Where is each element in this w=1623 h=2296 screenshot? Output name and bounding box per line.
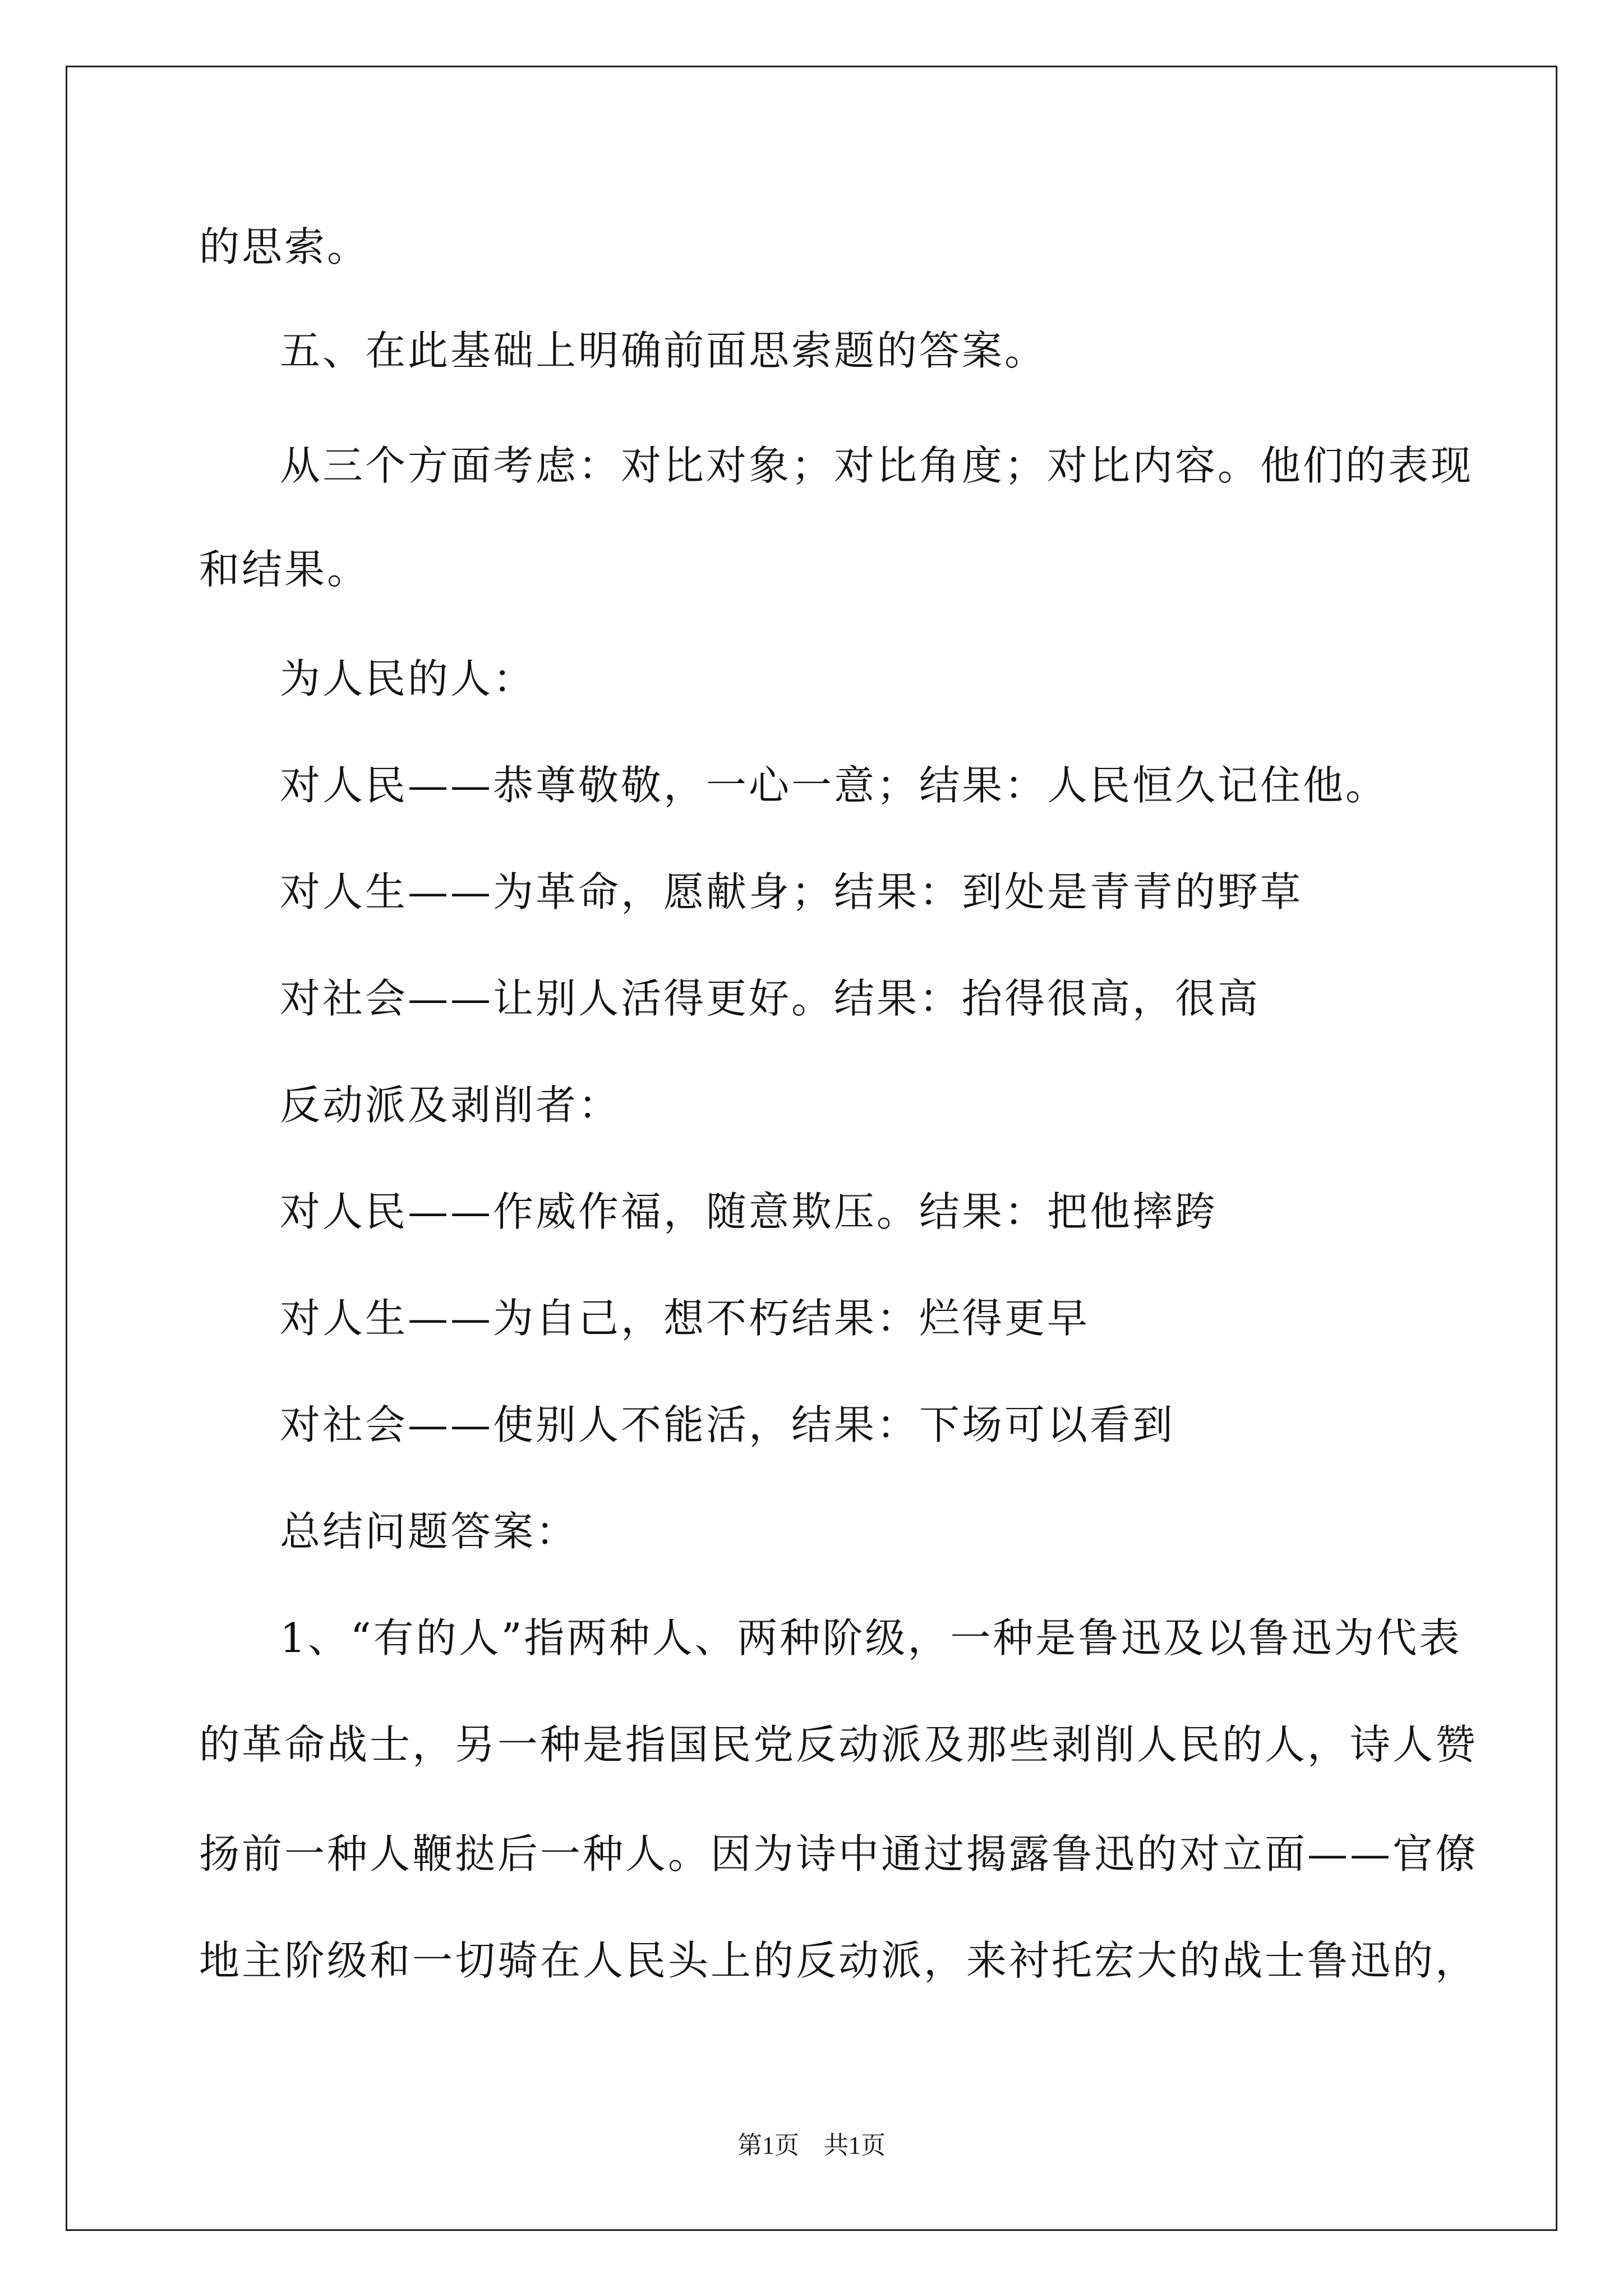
text-line: 扬前一种人鞭挞后一种人。因为诗中通过揭露鲁迅的对立面——官僚 [199,1830,1478,1878]
text-line: 和结果。 [199,546,370,593]
page-number: 第1页 共1页 [737,2132,886,2159]
text-line: 的革命战士，另一种是指国民党反动派及那些剥削人民的人，诗人赞 [199,1721,1478,1768]
text-line: 对人生——为革命，愿献身；结果：到处是青青的野草 [280,868,1303,915]
text-line: 地主阶级和一切骑在人民头上的反动派，来衬托宏大的战士鲁迅的， [199,1937,1478,1984]
text-line: 的思索。 [199,223,370,270]
text-line: 对社会——让别人活得更好。结果：抬得很高，很高 [280,975,1261,1022]
text-line: 对人民——作威作福，随意欺压。结果：把他摔跨 [280,1188,1218,1235]
text-line: 1、“有的人”指两种人、两种阶级，一种是鲁迅及以鲁迅为代表 [280,1614,1462,1662]
text-line: 从三个方面考虑：对比对象；对比角度；对比内容。他们的表现 [280,442,1474,489]
page-border [66,66,1557,2231]
text-line: 对人民——恭尊敬敬，一心一意；结果：人民恒久记住他。 [280,762,1389,809]
text-line: 五、在此基础上明确前面思索题的答案。 [280,327,1048,374]
text-line: 反动派及剥削者： [280,1082,621,1129]
text-line: 总结问题答案： [280,1508,579,1555]
text-line: 对社会——使别人不能活，结果：下场可以看到 [280,1401,1175,1448]
text-line: 为人民的人： [280,655,536,702]
text-line: 对人生——为自己，想不朽结果：烂得更早 [280,1295,1090,1342]
